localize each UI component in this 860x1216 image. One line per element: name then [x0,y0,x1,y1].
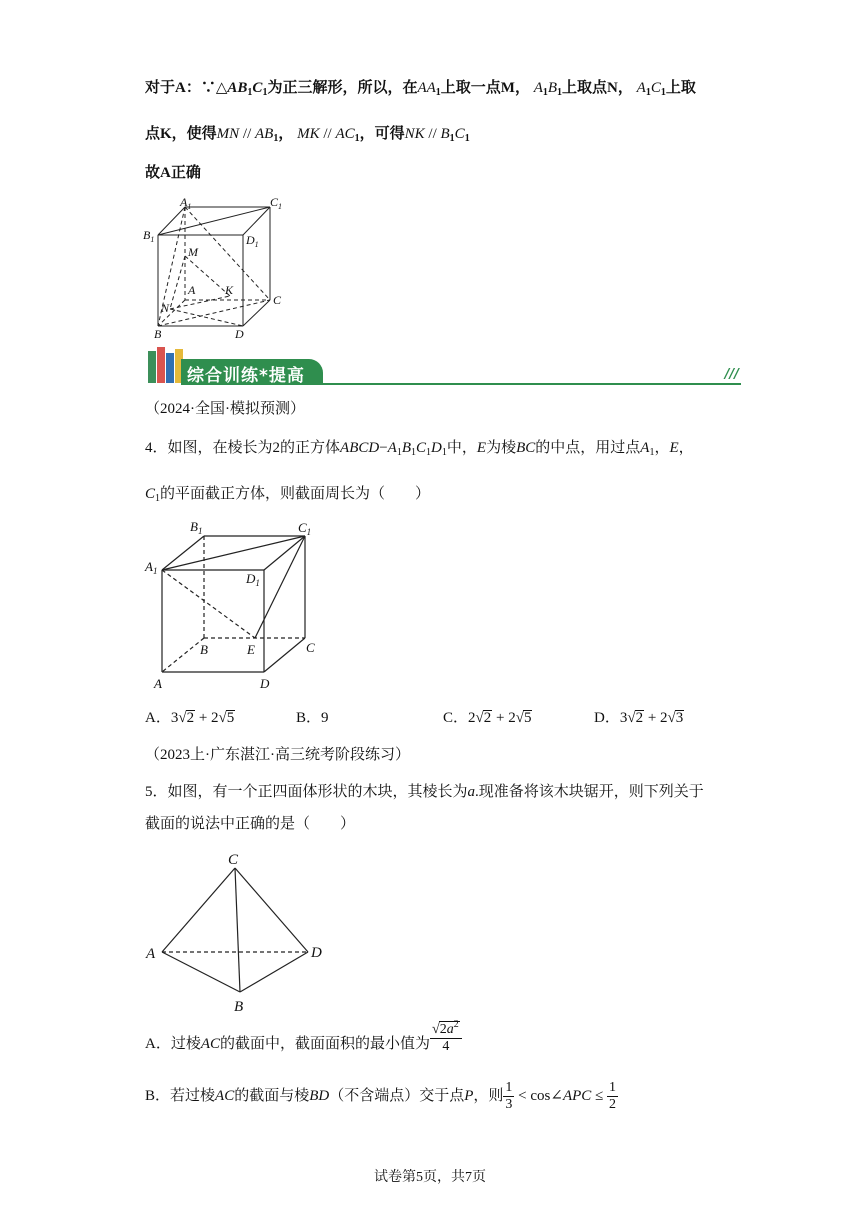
q4-option-a[interactable]: A．3√2 + 2√5 [145,710,235,726]
page-footer: 试卷第5页，共7页 [374,1170,486,1185]
label-c1: $C_1$ [298,520,312,537]
banner-books-icon [145,347,185,385]
label-c: C [306,640,315,655]
banner-mark: /// [724,367,739,382]
solution-a-line2: 点K，使得MN // $AB_1$， MK // $AC_1$，可得NK // $B_1C_1$ [145,126,470,144]
figure-cube-2 [140,516,330,694]
label-b: B [234,999,244,1015]
q4-stem-line2: $C_1$的平面截正方体，则截面周长为（ ） [145,486,431,504]
label-b: B [154,327,162,341]
label-a1: $A_1$ [145,559,158,576]
label-d1: $D_1$ [246,571,260,588]
q4-option-c[interactable]: C．2√2 + 2√5 [443,710,532,726]
banner-title-box [181,359,323,385]
q4-stem-line1: 4．如图，在棱长为2的正方体$ABCD-A_1B_1C_1D_1$中，E为棱BC的中点，用过点$A_1$，E， [145,440,694,458]
label-a: A [188,283,196,297]
label-c1: $C_1$ [270,196,283,211]
figure-tetrahedron [140,846,340,1018]
label-a: A [146,946,156,962]
banner-title: 综合训练*提高 [187,366,305,386]
q4-option-d[interactable]: D．3√2 + 2√3 [594,710,684,726]
label-d1: $D_1$ [246,233,259,249]
label-e: E [247,642,255,657]
label-a: A [154,676,162,691]
q5-source: （2023上·广东湛江·高三统考阶段练习） [145,747,410,763]
figure-cube-1 [140,196,300,342]
label-n: N [161,301,170,315]
q4-option-b[interactable]: B．9 [296,710,329,726]
label-b1: $B_1$ [143,228,155,244]
q4-source: （2024·全国·模拟预测） [145,401,305,417]
label-c: C [273,293,282,307]
q5-stem-line1: 5．如图，有一个正四面体形状的木块，其棱长为a.现准备将该木块锯开，则下列关于 [145,784,704,800]
banner-rule [323,383,741,385]
q5-stem-line2: 截面的说法中正确的是（ ） [145,816,356,832]
label-b1: $B_1$ [190,519,203,536]
label-c: C [228,852,239,868]
label-a1: $A_1$ [180,196,192,211]
label-d: D [260,676,270,691]
label-b: B [200,642,208,657]
label-d: D [311,945,322,961]
label-m: M [188,245,198,259]
q5-option-a[interactable]: A．过棱AC的截面中，截面面积的最小值为 $\frac{√2a^2}{4}$ [145,1034,462,1055]
solution-a-conclusion: 故A正确 [145,165,201,181]
solution-a-line1: 对于A：$\because\triangle AB_1C_1$为正三解形，所以，在$AA_1$上取一点M， $A_1B_1$上取点N， $A_1C_1$上取 [145,80,696,98]
label-d: D [235,327,244,341]
label-k: K [225,283,234,297]
section-banner [145,345,741,387]
q5-option-b[interactable]: B．若过棱AC的截面与棱BD（不含端点）交于点P，则 $\frac{1}{3}$ < cos∠APC ≤ $\frac{1}{2}$ [145,1080,617,1112]
